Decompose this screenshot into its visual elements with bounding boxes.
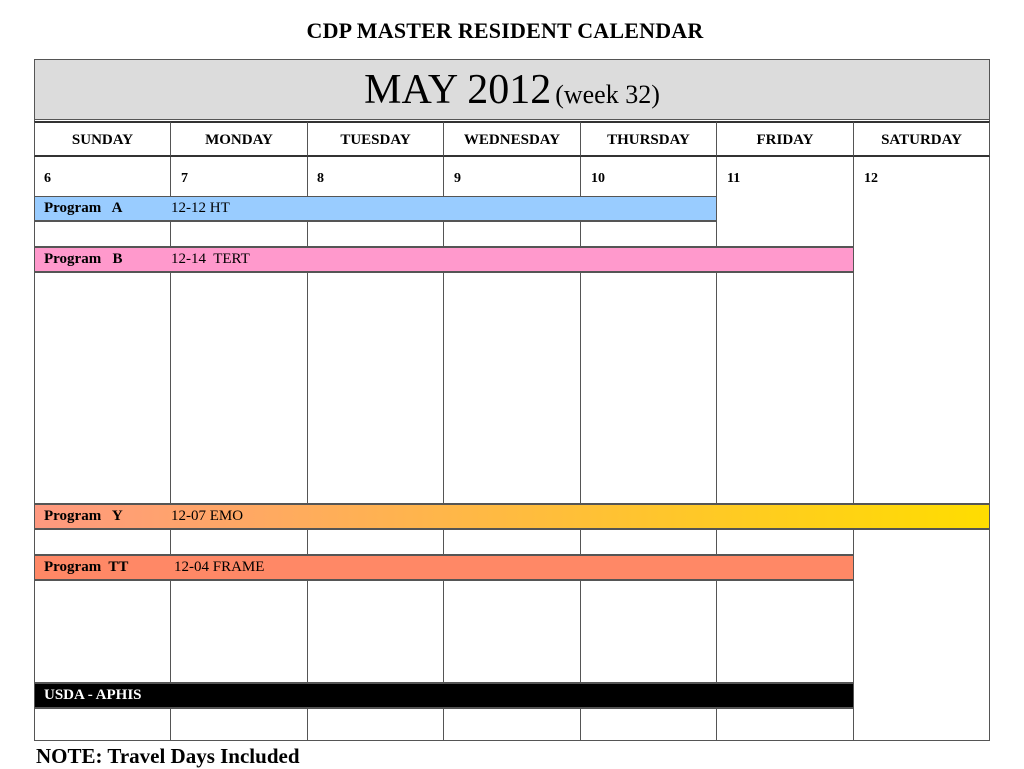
day-header-sunday: SUNDAY <box>34 121 171 157</box>
program-bar-y[interactable] <box>34 504 990 529</box>
program-bar-usda-aphis[interactable] <box>34 683 854 708</box>
day-header-monday: MONDAY <box>171 121 308 157</box>
program-name: Program Y <box>44 508 123 524</box>
date-number: 12 <box>864 171 878 186</box>
day-header-wednesday: WEDNESDAY <box>444 121 581 157</box>
program-code: 12-04 FRAME <box>174 559 265 575</box>
program-code: 12-07 EMO <box>171 508 244 524</box>
program-code: 12-12 HT <box>171 200 230 216</box>
program-name: Program B <box>44 251 123 267</box>
program-bar-a[interactable] <box>34 196 717 221</box>
day-header-friday: FRIDAY <box>717 121 854 157</box>
date-number: 7 <box>181 171 188 186</box>
program-name: USDA - APHIS <box>44 687 142 703</box>
day-header-thursday: THURSDAY <box>581 121 717 157</box>
program-bar-tt[interactable] <box>34 555 854 580</box>
month-label: MAY 2012 <box>364 67 552 113</box>
day-header-saturday: SATURDAY <box>854 121 990 157</box>
program-name: Program A <box>44 200 123 216</box>
date-number: 11 <box>727 171 741 186</box>
week-label: (week 32) <box>555 80 660 109</box>
date-number: 10 <box>591 171 605 186</box>
footer-note: NOTE: Travel Days Included <box>36 744 300 768</box>
date-number: 6 <box>44 171 51 186</box>
program-bar-b[interactable] <box>34 247 854 272</box>
calendar-title: CDP MASTER RESIDENT CALENDAR <box>306 18 704 43</box>
program-code: 12-14 TERT <box>171 251 250 267</box>
program-name: Program TT <box>44 559 129 575</box>
day-header-tuesday: TUESDAY <box>308 121 444 157</box>
date-number: 9 <box>454 171 461 186</box>
date-number: 8 <box>317 171 324 186</box>
